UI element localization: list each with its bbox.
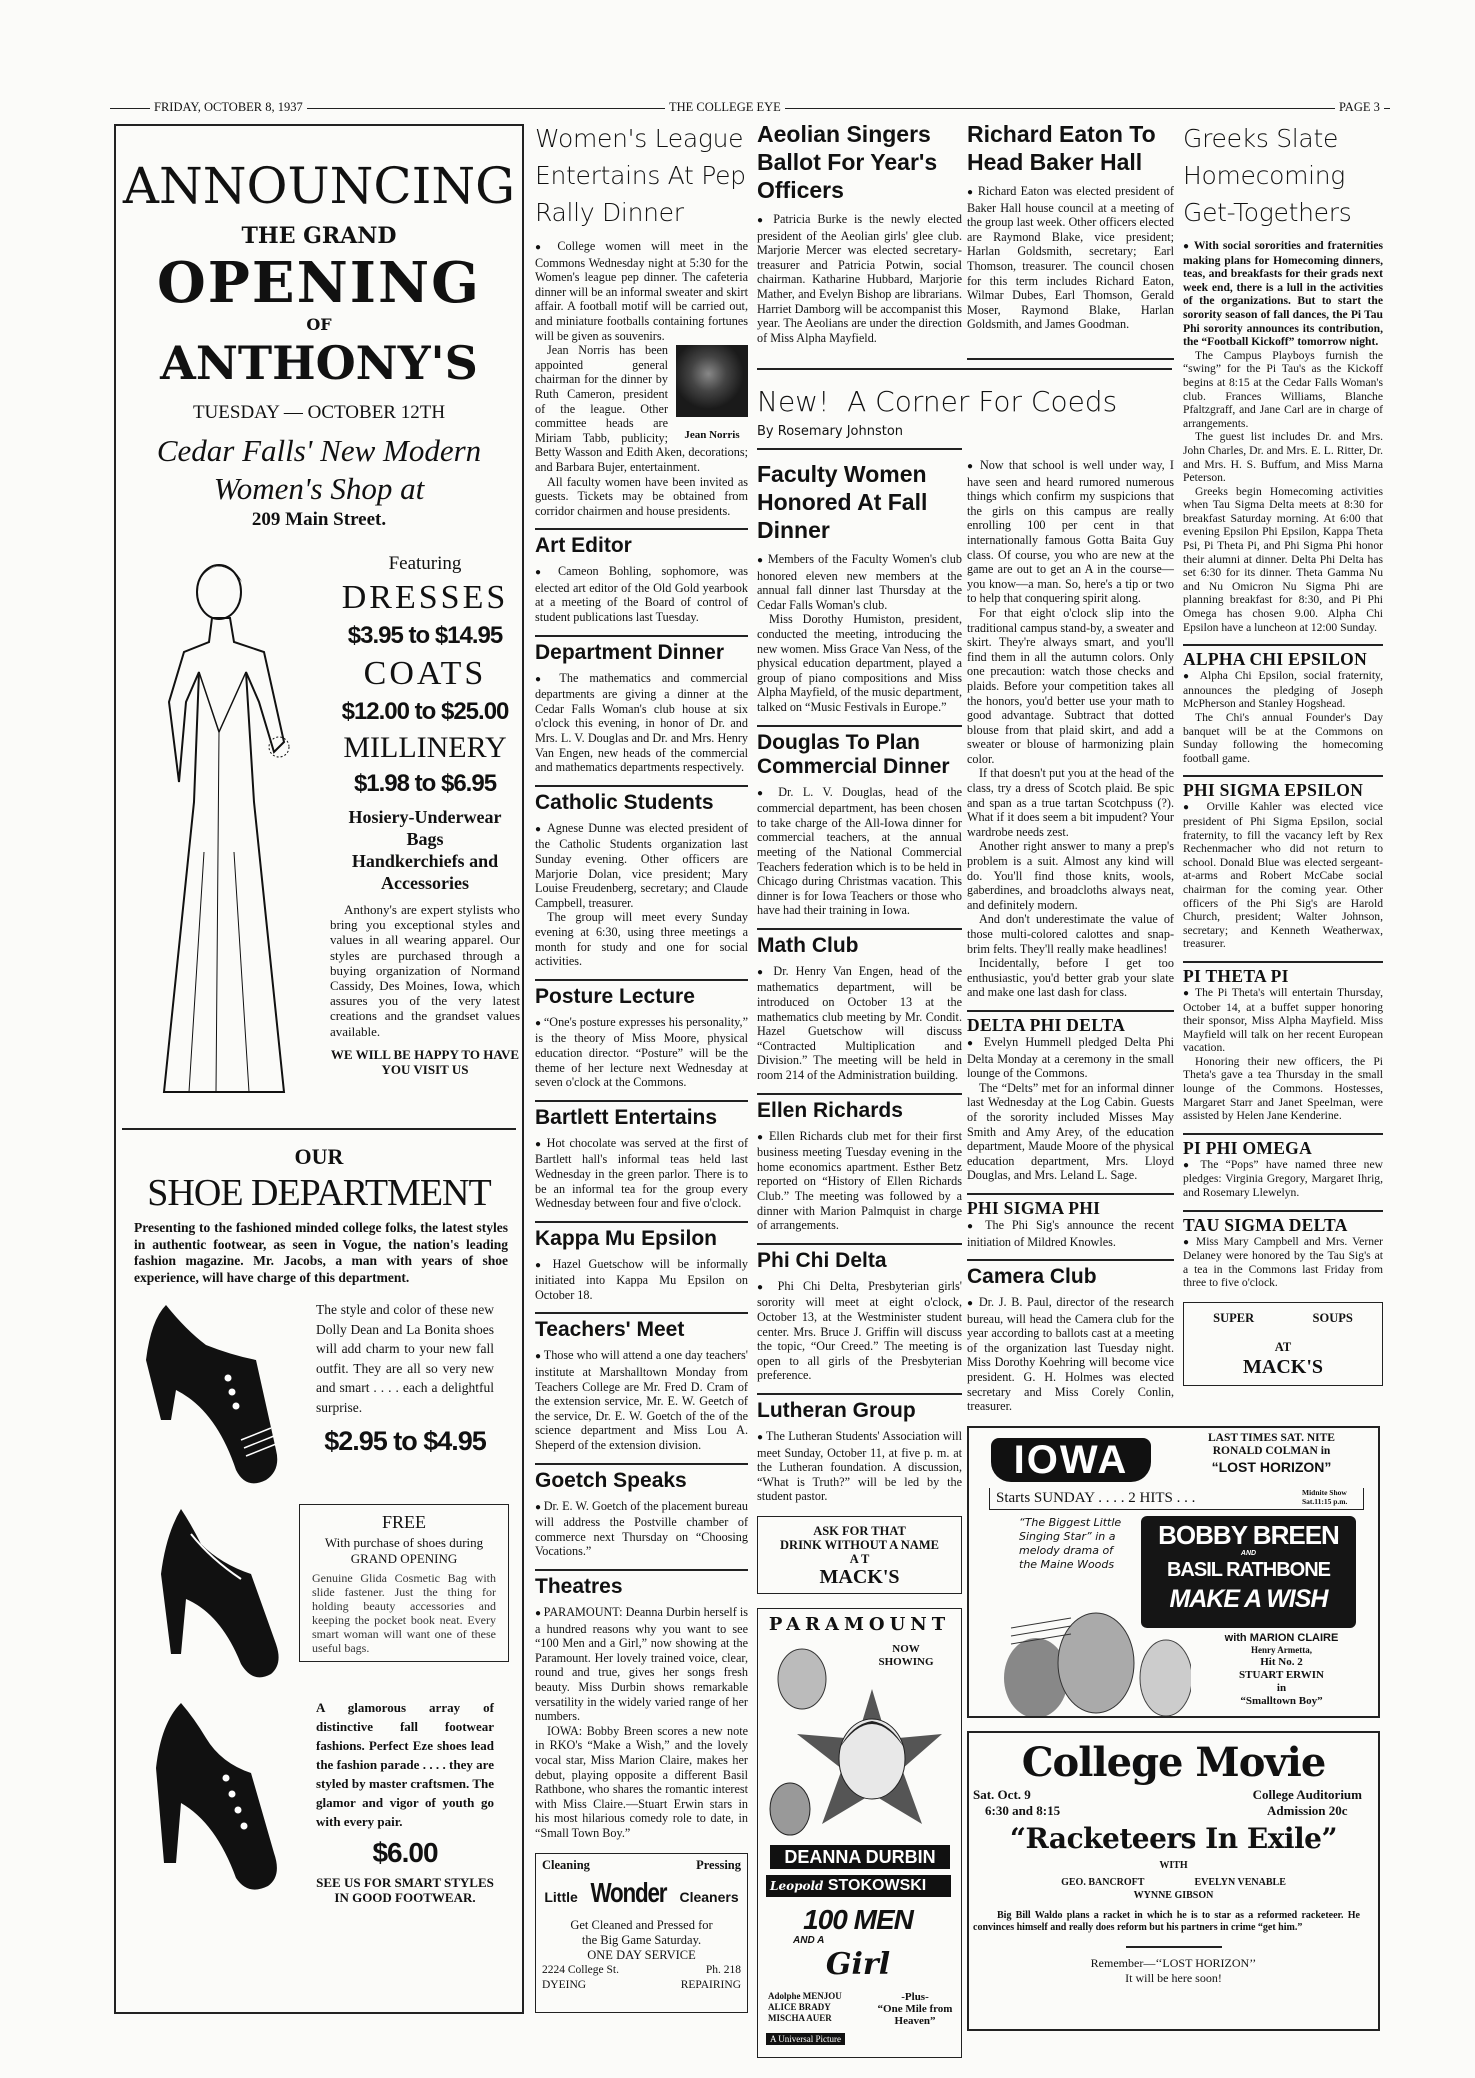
iowa-colman: RONALD COLMAN in — [1212, 1445, 1331, 1457]
college-movie-with: WITH — [1159, 1860, 1188, 1871]
cleaners-cleaning: Cleaning — [542, 1858, 590, 1872]
article-headline: TAU SIGMA DELTA — [1183, 1214, 1348, 1235]
article-separator — [757, 1243, 962, 1245]
article-headline: ALPHA CHI EPSILON — [1183, 649, 1368, 670]
ad-item-dresses: DRESSES — [341, 579, 509, 616]
article-headline: Bartlett Entertains — [535, 1105, 718, 1129]
article-paragraph: ● Dr. J. B. Paul, director of the research bureau, will head the Camera club for the year according to ballots cast at a meeting of the organization last Tuesday night. Miss Dorothy Koehring will become vice president. G. H. Holmes was elected secretary and Miss Corely Conlin, treasurer. — [967, 1295, 1174, 1414]
paramount-star-1: DEANNA DURBIN — [770, 1845, 950, 1869]
ad-of: OF — [306, 315, 332, 334]
article-paragraph: ● Dr. Henry Van Engen, head of the mathematics department, will be introduced on October 13 at the mathematics club meeting by Mr. Condit. Hazel Guetschow will discuss “Contracted Multiplication and Division.” The meeting will be held in room 214 of the Administration building. — [757, 964, 962, 1083]
article-headline: Kappa Mu Epsilon — [535, 1226, 718, 1250]
ad-shoe-price-1: $2.95 to $4.95 — [324, 1426, 486, 1456]
article — [967, 1016, 1174, 1183]
article-headline: PHI SIGMA EPSILON — [1183, 780, 1364, 801]
article — [535, 1227, 748, 1303]
cleaners-address: 2224 College St. — [542, 1964, 619, 1976]
college-movie-venue: College Auditorium — [1252, 1787, 1362, 1802]
college-movie-ad — [967, 1731, 1380, 2031]
ad-footer: SEE US FOR SMART STYLES IN GOOD FOOTWEAR. — [316, 1875, 494, 1905]
ad-the-grand: THE GRAND — [241, 223, 397, 249]
article-headline: Math Club — [757, 933, 859, 957]
macks-soups-name: MACK'S — [1243, 1356, 1323, 1378]
ad-extra-bags: Bags — [406, 829, 444, 849]
article-headline: Greeks Slate Homecoming Get-Togethers — [1183, 124, 1352, 227]
iowa-star-2: BASIL RATHBONE — [1166, 1559, 1331, 1581]
article-paragraph: ● Members of the Faculty Women's club honored eleven new members at the annual fall dinner last Thursday at the Cedar Falls Woman's club. — [757, 552, 962, 612]
pump-shoe-illustration — [141, 1504, 291, 1684]
article-paragraph: ● Alpha Chi Epsilon, social fraternity, announces the pledging of Joseph McPherson and Stanley Hogshead. — [1183, 669, 1383, 711]
article — [535, 791, 748, 969]
article-paragraph: ● Miss Mary Campbell and Mrs. Verner Delaney were honored by the Tau Sig's at a tea in the Commons last Friday from three to five o'clock. — [1183, 1235, 1383, 1290]
article — [535, 1575, 748, 1841]
macks-drink-line-1: ASK FOR THAT — [813, 1524, 906, 1538]
article — [1183, 781, 1383, 951]
ad-opening-date: TUESDAY — OCTOBER 12TH — [192, 402, 446, 423]
article-paragraph: ● Dr. L. V. Douglas, head of the commercial department, has been chosen to take charge of the All-Iowa dinner for commercial teachers, at the annual meeting of the National Commercial Teachers federation which is to be held in Chicago during Christmas vacation. This dinner is for Iowa Teachers or those who have had their training in Iowa. — [757, 785, 962, 918]
article-separator — [1183, 1210, 1383, 1212]
paramount-poster-art — [762, 1639, 957, 1839]
article-separator — [757, 928, 962, 930]
ad-shoe-price-2: $6.00 — [372, 1837, 438, 1868]
article-separator — [1183, 775, 1383, 777]
article-headline: Faculty Women Honored At Fall Dinner — [757, 461, 928, 543]
macks-drink-line-2: DRINK WITHOUT A NAME — [780, 1538, 939, 1552]
lace-shoe-illustration — [136, 1698, 296, 1898]
article-paragraph: ● Evelyn Hummell pledged Delta Phi Delta Monday at a ceremony in the small lounge of the Commons. — [967, 1035, 1174, 1081]
macks-drink-name: MACK'S — [819, 1566, 900, 1588]
anthonys-advertisement — [114, 124, 524, 2014]
column-4-rule — [967, 358, 1174, 360]
article-paragraph: ● The Pi Theta's will entertain Thursday, October 14, at a buffet supper honoring their sponsor, Miss Alpha Mayfield. Miss Mayfield will talk on her recent European vacation. — [1183, 986, 1383, 1055]
article-paragraph: ● College women will meet in the Commons Wednesday night at 5:30 for the Women's league pep dinner. The cafeteria dinner will be an informal sweater and skirt affair. A football motif will be carried out, and miniature footballs containing fortunes will be given as souvenirs. — [535, 239, 748, 343]
article — [535, 1318, 748, 1452]
college-movie-cast-3: WYNNE GIBSON — [1133, 1890, 1214, 1901]
article-separator — [535, 979, 748, 981]
column-3-top — [757, 118, 962, 345]
article-paragraph: The guest list includes Dr. and Mrs. John Charles, Dr. and Mrs. E. L. Ritter, Dr. and Mrs. H. S. Buffum, and Miss Marna Peterson. — [1183, 430, 1383, 485]
macks-super: SUPER — [1213, 1311, 1255, 1325]
macks-drink-line-3: A T — [849, 1552, 870, 1566]
iowa-armetta: Henry Armetta, — [1251, 1645, 1312, 1655]
article — [1183, 120, 1383, 634]
article-paragraph: ● Now that school is well under way, I have seen and heard rumored numerous things which confirm my suspicions that the girls on this campus are really enrolling 100 per cent in that internationally famous Gotta Baita Guy class. Of course, you who are new at the game are out to get an A in the course—you know—a man. So, here's a tip or two to help that conquering spirit along. — [967, 458, 1174, 606]
article-headline: Theatres — [535, 1575, 623, 1598]
article-paragraph: ● Phi Chi Delta, Presbyterian girls' sorority will meet at eight o'clock, October 13, at the Westminister student center. Mrs. Bruce J. Griffin will discuss the topic, “Our Creed.” The meeting is open to all girls of the Presbyterian preference. — [757, 1279, 962, 1383]
article-separator — [535, 1569, 748, 1571]
ad-extras — [330, 806, 520, 894]
masthead — [110, 100, 1390, 116]
ad-featuring: Featuring — [388, 553, 462, 574]
macks-soups-at: AT — [1274, 1340, 1292, 1354]
article-headline: DELTA PHI DELTA — [967, 1014, 1126, 1035]
paramount-name: PARAMOUNT — [768, 1614, 951, 1635]
ad-header — [116, 126, 522, 532]
article-separator — [535, 1312, 748, 1314]
article-paragraph: Incidentally, before I get too enthusiastic, you'd better grab your slate and make one last dash for class. — [967, 956, 1174, 1000]
cleaners-wonder: Wonder — [590, 1877, 667, 1908]
article-separator — [967, 1259, 1174, 1261]
ad-visit: WE WILL BE HAPPY TO HAVE YOU VISIT US — [330, 1046, 520, 1077]
article-paragraph: If that doesn't put you at the head of the class, try a dress of Scotch plaid. Be spic and span as a true tartan Scotchpuss (?). What if it does seem a bit impudent? Your wardrobe needs zest. — [967, 766, 1174, 839]
article-headline: PI PHI OMEGA — [1183, 1137, 1313, 1158]
free-gift-box — [299, 1504, 509, 1662]
free-text: Genuine Glida Cosmetic Bag with slide fastener. Just the thing for holding beauty accessories and keeping the pocket book neat. Every smart woman will want one of these useful bags. — [312, 1571, 496, 1655]
ad-featuring-block — [330, 552, 520, 1077]
article-paragraph: ● Ellen Richards club met for their first business meeting Tuesday evening in the home economics apartment. Esther Betz reported on “History of Ellen Richards Club.” The meeting was followed by a dinner with Marion Palmquist in charge of arrangements. — [757, 1129, 962, 1233]
ad-shoe-intro: Presenting to the fashioned minded college folks, the latest styles in authentic footwear, as seen in Vogue, the nation's leading fashion magazine. Mr. Jacobs, a man with years of shoe experience, will have charge of this department. — [134, 1220, 508, 1285]
ad-featuring-row — [116, 552, 522, 1112]
article-headline: Posture Lecture — [535, 984, 695, 1008]
iowa-midnite-show: Midnite Show Sat.11:15 p.m. — [1302, 1488, 1348, 1506]
iowa-in: in — [1276, 1682, 1287, 1694]
ad-opening: OPENING — [157, 250, 481, 316]
ad-price-coats: $12.00 to $25.00 — [341, 698, 509, 725]
article-paragraph: ● Orville Kahler was elected vice president of Phi Sigma Epsilon, social fraternity, to fill the vacancy left by Rex Rechenmacher who did not return to school. Donald Blue was elected sergeant-at-arms and Robert McCabe social chairman for the coming year. Other officers of the Phi Sig's are Harold Church, president; Walter Johnson, secretary; and Kenneth Weatherwax, treasurer. — [1183, 800, 1383, 951]
paramount-second-feature: “One Mile from Heaven” — [877, 2003, 953, 2027]
iowa-logo: IOWA — [991, 1438, 1151, 1482]
article-paragraph: ● The “Pops” have named three new pledges: Virginia Gregory, Margaret Ihrig, and Rosemary Llewelyn. — [1183, 1158, 1383, 1200]
macks-soups-ad — [1183, 1302, 1383, 1386]
article — [757, 1249, 962, 1383]
iowa-with: with MARION CLAIRE — [1224, 1632, 1339, 1644]
iowa-feature-panel — [1141, 1516, 1356, 1628]
article-headline: Phi Chi Delta — [757, 1248, 887, 1272]
article-paragraph: Miss Dorothy Humiston, president, conducted the meeting, introducing the new women. Miss Grace Van Ness, of the physical education department, played a group of piano compositions and Miss Alpha Mayfield, of the music department, talked on “Music Festivals in Europe.” — [757, 612, 962, 714]
article-paragraph: The Chi's annual Founder's Day banquet will be at the Commons on Sunday following the homecoming football game. — [1183, 711, 1383, 765]
article-separator — [757, 1393, 962, 1395]
article-paragraph: ● Hot chocolate was served at the first of Bartlett hall's informal teas held last Wednesday in the green parlor. There is to be an informal tea for the group every Wednesday between four and five o'clock. — [535, 1136, 748, 1211]
article-separator — [535, 1221, 748, 1223]
article-headline: PI THETA PI — [1183, 965, 1289, 986]
article-paragraph: ● The Lutheran Students' Association will meet Sunday, October 11, at five p. m. at the Lutheran foundation. A discussion, “What is Truth?” will be led by the student pastor. — [757, 1429, 962, 1504]
free-title: FREE — [381, 1512, 426, 1532]
article — [535, 641, 748, 775]
article-separator — [1183, 961, 1383, 963]
ad-item-coats: COATS — [363, 655, 487, 692]
article-separator — [1183, 1133, 1383, 1135]
ad-shoe-row-3 — [116, 1698, 522, 1905]
fashion-illustration — [124, 552, 324, 1112]
ad-shoe-row-1 — [116, 1300, 522, 1490]
college-movie-title: College Movie — [1021, 1739, 1326, 1786]
ad-address: 209 Main Street. — [251, 509, 387, 530]
iowa-film-2: “Smalltown Boy” — [1240, 1695, 1323, 1707]
article-separator — [535, 1100, 748, 1102]
ad-extra-accessories: Handkerchiefs and Accessories — [351, 851, 499, 893]
article — [757, 120, 962, 345]
paramount-cast-3: MISCHA AUER — [768, 2013, 832, 2023]
article-separator — [757, 725, 962, 727]
paramount-plus: -Plus- — [901, 1991, 929, 2003]
article-paragraph: Greeks begin Homecoming activities when Tau Sigma Delta meets at 8:30 for breakfast Saturday morning. At 6:00 that evening Epsilon Phi Epsilon, Kappa Theta Psi, Pi Theta Pi, and Phi Sigma Phi honor their alumni at dinner. Delta Phi Delta has set 6:30 for its dinner. Theta Gamma Nu and Nu Omicron Nu Sigma Phi are planning breakfast for 8:30, and Pi Phi Omega has chosen 9.00. Alpha Chi Epsilon have a luncheon at 12:00 Sunday. — [1183, 484, 1383, 634]
article-headline: Aeolian Singers Ballot For Year's Officers — [757, 121, 938, 203]
iowa-starts-sunday — [989, 1488, 1364, 1510]
iowa-hit-2: Hit No. 2 — [1260, 1656, 1303, 1668]
article-paragraph: ● Richard Eaton was elected president of Baker Hall house council at a meeting of the group last week. Other officers elected are Raymond Blake, vice president; Harlan Goldsmith, secretary; Earl Thomson, treasurer. The council chosen for this term includes Richard Eaton, Wilmar Dubes, Earl Thomson, Gerald Moser, Raymond Blake, Harlan Goldsmith, and James Goodman. — [967, 184, 1174, 332]
macks-soups: SOUPS — [1312, 1311, 1353, 1325]
article — [967, 1265, 1174, 1414]
article — [757, 1099, 962, 1233]
coeds-rule-top — [757, 368, 1172, 370]
portrait-photo — [676, 345, 748, 442]
little-wonder-cleaners-ad — [535, 1853, 748, 2013]
paramount-title-1: 100 MEN — [803, 1904, 913, 1935]
column-2 — [535, 118, 748, 1841]
paper-name: THE COLLEGE EYE — [665, 100, 785, 115]
article-paragraph: ● Patricia Burke is the newly elected president of the Aeolian girls' glee club. Marjorie Mercer was elected secretary-treasurer and Patricia Potwin, social chairman. Katharine Hubbard, Marjorie Mather, and Evelyn Bishop are librarians. Harriet Damborg will be accompanist this year. The Aeolians are under the direction of Miss Alpha Mayfield. — [757, 212, 962, 345]
college-movie-times: 6:30 and 8:15 — [985, 1803, 1061, 1818]
iowa-quote: “The Biggest Little Singing Star” in a melody drama of the Maine Woods — [1019, 1516, 1122, 1571]
article — [535, 1106, 748, 1211]
ad-shoe-department: SHOE DEPARTMENT — [147, 1172, 491, 1214]
article-headline: Richard Eaton To Head Baker Hall — [967, 121, 1156, 175]
article-paragraph: ● The Phi Sig's announce the recent initiation of Mildred Knowles. — [967, 1218, 1174, 1249]
ad-price-dresses: $3.95 to $14.95 — [347, 622, 503, 649]
ad-our: OUR — [294, 1144, 344, 1169]
article — [967, 458, 1174, 1000]
article-paragraph: Another right answer to many a prep's problem is a suit. Almost any kind will do. You'll find those knits, wools, gaberdines, and broadcloths always neat, and definitely modern. — [967, 839, 1174, 912]
article-paragraph: ● Agnese Dunne was elected president of the Catholic Students organization last Sunday evening. Other officers are Marjorie Dolan, vice president; Mary Louise Freudenberg, secretary; and Claude Campbell, treasurer. — [535, 821, 748, 911]
ad-store-name: ANTHONY'S — [160, 336, 478, 390]
article — [535, 120, 748, 518]
article-separator — [967, 1010, 1174, 1012]
article — [1183, 1139, 1383, 1200]
article-headline: Lutheran Group — [757, 1398, 916, 1422]
iowa-theatre-ad — [967, 1426, 1380, 1718]
college-movie-film: “Racketeers In Exile” — [1009, 1822, 1338, 1855]
paramount-studio: A Universal Picture — [766, 2033, 845, 2045]
paramount-ad — [757, 1608, 962, 2058]
ad-shoe-text-2: A glamorous array of distinctive fall footwear fashions. Perfect Eze shoes lead the fashion parade . . . . they are styled by master craftsmen. The glamor and vigor of youth go with every pair. — [316, 1700, 494, 1829]
article-headline: Art Editor — [535, 534, 632, 558]
article — [967, 120, 1174, 332]
article-separator — [535, 1463, 748, 1465]
article-headline: Goetch Speaks — [535, 1468, 687, 1492]
column-4 — [967, 458, 1174, 1414]
article-paragraph: ● Dr. E. W. Goetch of the placement bureau will address the Postville chamber of commerce next Thursday on “Choosing Vocations.” — [535, 1499, 748, 1559]
article — [535, 985, 748, 1090]
article-headline: PHI SIGMA PHI — [967, 1197, 1101, 1218]
paramount-star-2: STOKOWSKI — [827, 1877, 927, 1894]
ad-announcing: ANNOUNCING — [122, 157, 516, 215]
oxford-shoe-illustration — [136, 1300, 296, 1490]
article-paragraph: Jean Norris has been appointed general chairman for the dinner by Ruth Cameron, president of the league. Other committee heads are Miriam Tabb, publicity; Betty Wasson and Edith Aken, decorations; and Barbara Bujer, entertainment. — [535, 343, 748, 474]
page-number: PAGE 3 — [1335, 100, 1384, 115]
paramount-film-title — [793, 1905, 923, 1983]
ad-shoe-text-1: The style and color of these new Dolly Dean and La Bonita shoes will add charm to your new fall outfit. They are all so very new and smart . . . . each a delightful surprise. — [316, 1302, 494, 1415]
college-movie-synopsis: Big Bill Waldo plans a racket in which he is to star as a reformed racketeer. He convinces himself and really does reform but his partners in crime “get him.” — [973, 1910, 1360, 1933]
column-4-top — [967, 118, 1174, 332]
portrait-image — [676, 345, 748, 417]
cleaners-body: Get Cleaned and Pressed for the Big Game Saturday. — [570, 1918, 713, 1947]
paramount-title-2: Girl — [825, 1947, 891, 1982]
ad-blurb: Anthony's are expert stylists who bring you exceptional styles and values in all wearing apparel. Our styles are purchased through a buying organization of Normand Cassidy, Des Moines, Iowa, which assures you of the very latest creations and the grandset values available. — [330, 902, 520, 1039]
paramount-title-and: AND A — [793, 1935, 825, 1946]
college-movie-cast-2: EVELYN VENABLE — [1194, 1877, 1286, 1888]
article-paragraph: ● The mathematics and commercial departments are giving a dinner at the Cedar Falls Woman's club house at six o'clock this evening, in honor of Dr. and Mrs. L. V. Douglas and Dr. and Mrs. Henry Van Engen, new heads of the commercial and mathematics departments respectively. — [535, 671, 748, 775]
article-separator — [1183, 644, 1383, 646]
iowa-last-times: LAST TIMES SAT. NITE — [1208, 1432, 1335, 1444]
coeds-column-header — [757, 368, 1172, 450]
article-headline: Douglas To Plan Commercial Dinner — [757, 730, 950, 778]
article-paragraph: All faculty women have been invited as guests. Tickets may be obtained from corridor chairmen and house presidents. — [535, 474, 748, 518]
paramount-cast-2: ALICE BRADY — [768, 2002, 831, 2012]
photo-caption: Jean Norris — [684, 429, 740, 442]
free-subtitle: With purchase of shoes during GRAND OPENING — [324, 1535, 484, 1566]
article-paragraph: ● Cameon Bohling, sophomore, was elected art editor of the Old Gold yearbook at a meeting of the Board of control of student publications last Tuesday. — [535, 564, 748, 624]
article-paragraph: The Campus Playboys furnish the “swing” for the Pi Tau's as the Kickoff begins at 8:15 at the Cedar Falls Woman's club. Frances Williams, Blanche Pfaltzgraff, and Jane Carl are in charge of arrangements. — [1183, 348, 1383, 430]
article-paragraph: ● PARAMOUNT: Deanna Durbin herself is a hundred reasons why you want to see “100 Men and a Girl,” now showing at the Paramount. Her lovely trained voice, clear, round and true, gives her songs fresh beauty. Miss Durbin shows remarkable versatility in the widely varied range of her numbers. — [535, 1605, 748, 1724]
ad-divider — [122, 1128, 516, 1130]
article-separator — [535, 785, 748, 787]
article-headline: Catholic Students — [535, 790, 714, 814]
cleaners-dyeing: DYEING — [542, 1979, 587, 1991]
ad-price-millinery: $1.98 to $6.95 — [353, 770, 497, 797]
iowa-star-1: BOBBY BREEN — [1158, 1520, 1339, 1550]
coeds-byline: By Rosemary Johnston — [757, 424, 904, 439]
article-headline: Teachers' Meet — [535, 1318, 685, 1342]
article-headline: Women's League Entertains At Pep Rally Dinner — [535, 124, 746, 227]
ad-extra-hosiery: Hosiery-Underwear — [348, 807, 502, 827]
column-5 — [1183, 118, 1383, 1290]
ad-shoe-row-2 — [116, 1504, 522, 1684]
iowa-lost-horizon: “LOST HORIZON” — [1211, 1459, 1332, 1475]
cleaners-cleaners: Cleaners — [679, 1889, 739, 1905]
article — [535, 534, 748, 624]
article-paragraph: ● “One's posture expresses his personality,” is the theory of Miss Moore, physical education director. “Posture” will be the theme of her lecture next Wednesday at seven o'clock at the Commons. — [535, 1015, 748, 1090]
article-paragraph: For that eight o'clock slip into the traditional campus stand-by, a sweater and skirt. They're always smart, and you'll find them in all the autumn colors. Only one precaution: watch those checks and plaids. Before your competition takes all the honors, you'd better use your math to good advantage. Subtract that dotted blouse from that plaid skirt, and add a sweater or blouse of harmonizing plain color. — [967, 605, 1175, 766]
article — [757, 934, 962, 1083]
ad-item-millinery: MILLINERY — [343, 731, 507, 764]
ad-tagline-2: Women's Shop at — [213, 471, 425, 506]
college-movie-rule — [1126, 1946, 1222, 1948]
coeds-title: New! A Corner For Coeds — [757, 385, 1118, 418]
paramount-cast-1: Adolphe MENJOU — [768, 1991, 842, 2001]
article-separator — [757, 1093, 962, 1095]
ad-shoe-block-1 — [316, 1300, 494, 1459]
article-paragraph: ● Hazel Guetschow will be informally initiated into Kappa Mu Epsilon on October 18. — [535, 1257, 748, 1303]
article — [757, 731, 962, 918]
article-paragraph: IOWA: Bobby Breen scores a new note in RKO's “Make a Wish,” and the lovely vocal star, Miss Marion Claire, makes her debut, playing opposite a different Basil Rathbone, who shares the romantic interest with Miss Claire.—Stuart Erwin stars in his most hilarious comedy role to date, in “Small Town Boy.” — [535, 1723, 748, 1840]
issue-date: FRIDAY, OCTOBER 8, 1937 — [150, 100, 307, 115]
article-paragraph: The group will meet every Sunday evening at 6:30, using three meetings a month for study and one for social activities. — [535, 910, 748, 969]
ad-tagline-1: Cedar Falls' New Modern — [156, 433, 482, 468]
college-movie-admission: Admission 20c — [1267, 1803, 1348, 1818]
macks-drink-ad — [757, 1516, 962, 1594]
college-movie-soon: It will be here soon! — [1125, 1971, 1222, 1985]
iowa-film: MAKE A WISH — [1169, 1585, 1328, 1613]
ad-shoe-block-2 — [316, 1698, 494, 1905]
college-movie-date: Sat. Oct. 9 — [973, 1787, 1031, 1802]
article — [757, 1399, 962, 1504]
college-movie-cast-1: GEO. BANCROFT — [1061, 1877, 1145, 1888]
article-headline: Camera Club — [967, 1265, 1097, 1289]
cleaners-phone: Ph. 218 — [705, 1964, 741, 1976]
cleaners-little: Little — [544, 1889, 578, 1905]
article — [967, 1199, 1174, 1249]
paramount-now-showing: NOW SHOWING — [878, 1643, 934, 1668]
article-headline: Department Dinner — [535, 640, 725, 664]
article-separator — [967, 1193, 1174, 1195]
article — [1183, 650, 1383, 765]
iowa-erwin: STUART ERWIN — [1239, 1669, 1324, 1681]
article-headline: Ellen Richards — [757, 1098, 903, 1122]
article — [1183, 967, 1383, 1123]
article-paragraph: ● With social sororities and fraternities making plans for Homecoming dinners, teas, and breakfasts for their grads next week end, there is a lull in the activities of the organizations. But to start the sorority season of fall dances, the Pi Tau Phi sorority announces its contribution, the “Football Kickoff” tomorrow night. — [1183, 239, 1383, 349]
iowa-starts-text: Starts SUNDAY . . . . 2 HITS . . . — [996, 1490, 1196, 1506]
article — [757, 460, 962, 715]
cleaners-pressing: Pressing — [696, 1858, 741, 1872]
article-paragraph: The “Delts” met for an informal dinner last Wednesday at the Log Cabin. Guests of the sorority included Misses May Smith and Amy Arey, of the education department, Maude Moore of the physical education department, Mrs. Lloyd Douglas, and Mrs. Leland L. Sage. — [967, 1080, 1174, 1183]
article-paragraph: Honoring their new officers, the Pi Theta's gave a tea Thursday in the small lounge of the Commons. Hostesses, Margaret Starr and Janet Speelman, were assisted by Helen Jane Kenderine. — [1183, 1054, 1383, 1123]
article — [1183, 1216, 1383, 1290]
cleaners-service: ONE DAY SERVICE — [587, 1948, 696, 1962]
college-movie-remember: Remember—‘‘LOST HORIZON’’ — [1090, 1956, 1257, 1970]
article-paragraph: And don't underestimate the value of those multi-colored calottes and snap-brim felts. They'll really make headlines! — [967, 912, 1174, 956]
article-separator — [535, 635, 748, 637]
coeds-rule-bottom — [757, 448, 962, 450]
iowa-and: AND — [1240, 1550, 1257, 1557]
cleaners-repairing: REPAIRING — [680, 1979, 741, 1991]
article-paragraph: ● Those who will attend a one day teachers' institute at Marshalltown Monday from Teachers College are Mr. Fred D. Cram of the extension service, Mr. E. W. Geetch of the service, Dr. E. W. Goetch of the of the science department and Miss Lou A. Sheperd of the extension division. — [535, 1348, 748, 1452]
paramount-star-2-first: Leopold — [770, 1879, 824, 1893]
article — [535, 1469, 748, 1559]
article-separator — [535, 528, 748, 530]
column-3 — [757, 458, 962, 1504]
